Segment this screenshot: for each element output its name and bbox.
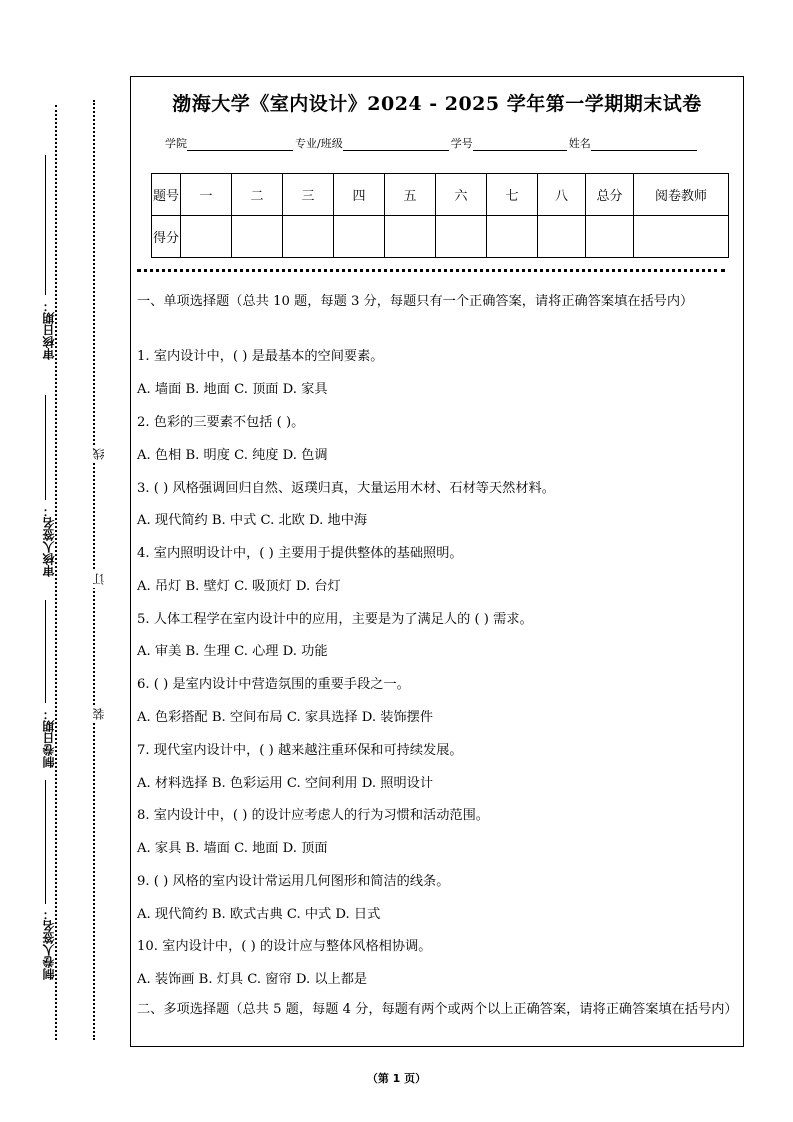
options-7: A. 材料选择 B. 色彩运用 C. 空间利用 D. 照明设计 bbox=[137, 776, 434, 791]
score-cell[interactable] bbox=[181, 216, 232, 258]
score-table bbox=[151, 173, 729, 258]
name-label: 姓名 bbox=[568, 137, 591, 150]
question-number-label: 题号 bbox=[152, 174, 181, 216]
col-8: 八 bbox=[538, 174, 586, 216]
major-class-label: 专业/班级 bbox=[295, 137, 343, 150]
binding-char-staple: 订 bbox=[90, 570, 107, 588]
review-date-line bbox=[45, 155, 46, 295]
reviewer-signature-line bbox=[45, 395, 46, 500]
options-2: A. 色相 B. 明度 C. 纯度 D. 色调 bbox=[137, 448, 328, 463]
dotted-separator bbox=[137, 269, 725, 272]
review-date-label: 审核日期： bbox=[42, 300, 56, 360]
compile-date-line bbox=[45, 600, 46, 703]
major-class-field[interactable] bbox=[343, 138, 449, 151]
score-cell[interactable] bbox=[538, 216, 586, 258]
score-cell[interactable] bbox=[283, 216, 334, 258]
compile-date-label: 制卷日期： bbox=[42, 708, 56, 768]
student-id-field[interactable] bbox=[473, 138, 567, 151]
score-table-score-row bbox=[152, 216, 729, 258]
options-1: A. 墙面 B. 地面 C. 顶面 D. 家具 bbox=[137, 382, 328, 397]
score-table-header-row bbox=[152, 174, 729, 216]
name-field[interactable] bbox=[591, 138, 697, 151]
dotted-line-outer bbox=[55, 105, 57, 1040]
options-4: A. 吊灯 B. 壁灯 C. 吸顶灯 D. 台灯 bbox=[137, 579, 341, 594]
section-1-title: 一、单项选择题（总共 10 题，每题 3 分，每题只有一个正确答案，请将正确答案填在括号内） bbox=[137, 294, 694, 309]
options-3: A. 现代简约 B. 中式 C. 北欧 D. 地中海 bbox=[137, 513, 368, 528]
col-grader: 阅卷教师 bbox=[634, 174, 729, 216]
question-9: 9. ( ) 风格的室内设计常运用几何图形和简洁的线条。 bbox=[137, 874, 450, 889]
college-label: 学院 bbox=[165, 137, 187, 150]
reviewer-signature-label: 审核人签名： bbox=[42, 505, 56, 577]
student-id-label: 学号 bbox=[450, 137, 473, 150]
compiler-signature-line bbox=[45, 780, 46, 904]
col-6: 六 bbox=[436, 174, 487, 216]
question-6: 6. ( ) 是室内设计中营造氛围的重要手段之一。 bbox=[137, 677, 410, 692]
col-2: 二 bbox=[232, 174, 283, 216]
compiler-signature-label: 制卷人签名： bbox=[42, 908, 56, 980]
college-field[interactable] bbox=[187, 138, 293, 151]
col-5: 五 bbox=[385, 174, 436, 216]
question-7: 7. 现代室内设计中，( ) 越来越注重环保和可持续发展。 bbox=[137, 743, 463, 758]
question-2: 2. 色彩的三要素不包括 ( )。 bbox=[137, 415, 305, 430]
score-cell[interactable] bbox=[586, 216, 634, 258]
score-label: 得分 bbox=[152, 216, 181, 258]
score-cell[interactable] bbox=[334, 216, 385, 258]
exam-title: 渤海大学《室内设计》2024 - 2025 学年第一学期期末试卷 bbox=[172, 93, 702, 115]
score-cell[interactable] bbox=[385, 216, 436, 258]
question-8: 8. 室内设计中，( ) 的设计应考虑人的行为习惯和活动范围。 bbox=[137, 808, 489, 823]
options-6: A. 色彩搭配 B. 空间布局 C. 家具选择 D. 装饰摆件 bbox=[137, 710, 434, 725]
options-10: A. 装饰画 B. 灯具 C. 窗帘 D. 以上都是 bbox=[137, 972, 368, 987]
question-3: 3. ( ) 风格强调回归自然、返璞归真，大量运用木材、石材等天然材料。 bbox=[137, 481, 555, 496]
options-9: A. 现代简约 B. 欧式古典 C. 中式 D. 日式 bbox=[137, 907, 381, 922]
student-info-row bbox=[165, 135, 699, 151]
col-7: 七 bbox=[487, 174, 538, 216]
section-2-title: 二、多项选择题（总共 5 题，每题 4 分，每题有两个或两个以上正确答案，请将正确答案填在括号内） bbox=[137, 1002, 738, 1017]
col-3: 三 bbox=[283, 174, 334, 216]
options-5: A. 审美 B. 生理 C. 心理 D. 功能 bbox=[137, 644, 328, 659]
question-4: 4. 室内照明设计中，( ) 主要用于提供整体的基础照明。 bbox=[137, 546, 463, 561]
col-4: 四 bbox=[334, 174, 385, 216]
question-1: 1. 室内设计中，( ) 是最基本的空间要素。 bbox=[137, 349, 384, 364]
exam-frame bbox=[130, 76, 744, 1047]
question-10: 10. 室内设计中，( ) 的设计应与整体风格相协调。 bbox=[137, 939, 432, 954]
score-cell[interactable] bbox=[232, 216, 283, 258]
score-cell[interactable] bbox=[436, 216, 487, 258]
question-5: 5. 人体工程学在室内设计中的应用，主要是为了满足人的 ( ) 需求。 bbox=[137, 612, 533, 627]
score-cell[interactable] bbox=[634, 216, 729, 258]
options-8: A. 家具 B. 墙面 C. 地面 D. 顶面 bbox=[137, 841, 328, 856]
page-number: （第 1 页） bbox=[366, 1072, 427, 1085]
binding-char-line: 线 bbox=[90, 445, 107, 463]
col-1: 一 bbox=[181, 174, 232, 216]
col-total: 总分 bbox=[586, 174, 634, 216]
score-cell[interactable] bbox=[487, 216, 538, 258]
binding-strip bbox=[0, 0, 130, 1122]
binding-char-bind: 装 bbox=[90, 705, 107, 723]
